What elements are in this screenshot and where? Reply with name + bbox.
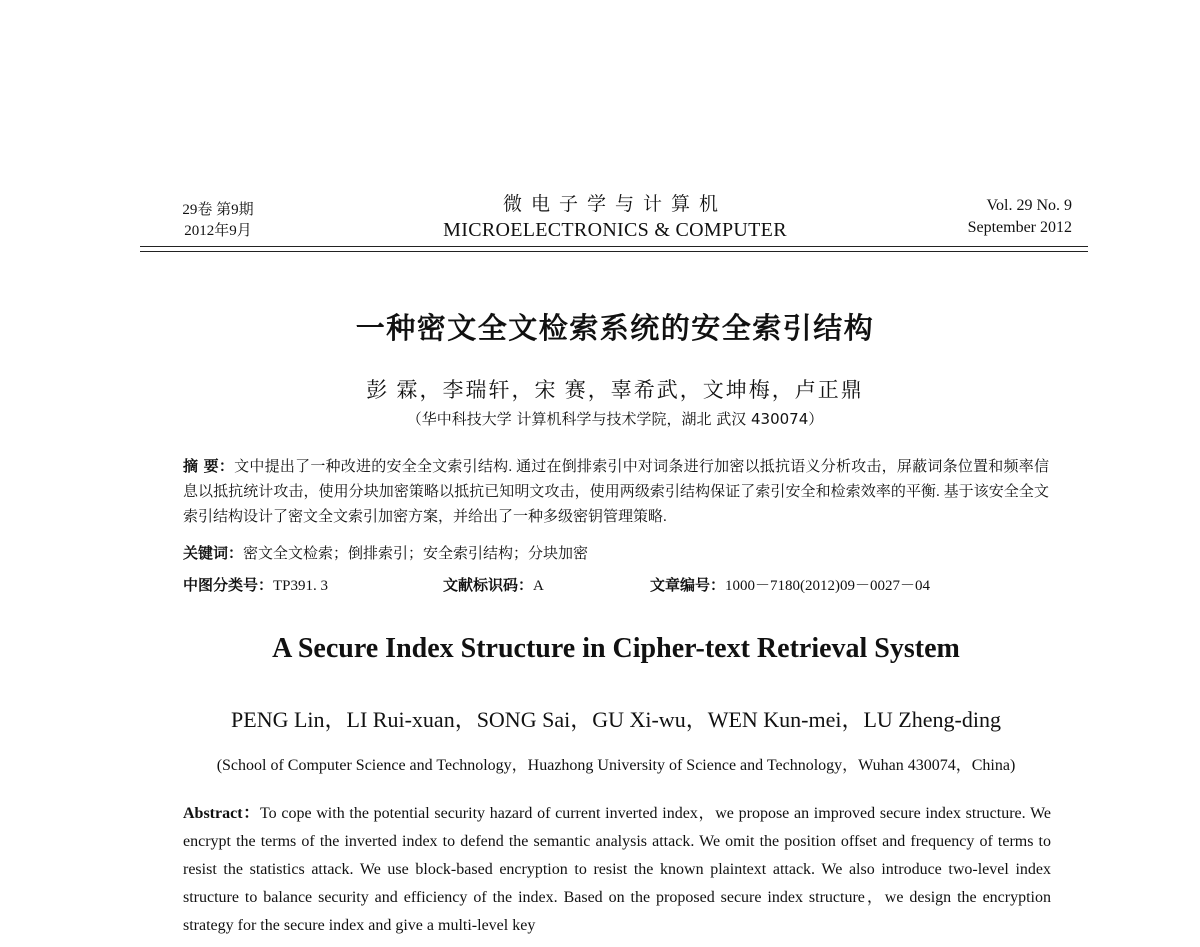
journal-name-en: MICROELECTRONICS & COMPUTER [443, 219, 787, 241]
volume-issue-en: Vol. 29 No. 9 [986, 197, 1072, 214]
issue-info-en [900, 195, 1072, 239]
abstract-label-en: Abstract： [183, 805, 260, 822]
volume-issue-cn: 29卷 第9期 [182, 202, 254, 218]
keywords-label-cn: 关键词： [183, 544, 244, 562]
article-number [650, 573, 930, 598]
authors-cn: 彭 霖，李瑞轩，宋 赛，辜希武，文坤梅，卢正鼎 [366, 378, 864, 402]
journal-name-cn: 微电子学与计算机 [502, 194, 727, 215]
authors-en: PENG Lin，LI Rui-xuan，SONG Sai，GU Xi-wu，WEN Kun-mei，LU Zheng-ding [231, 707, 1001, 732]
doc-code-label: 文献标识码： [443, 576, 534, 594]
issue-info-cn [158, 200, 278, 242]
abstract-cn [183, 454, 1049, 530]
paper-title-cn: 一种密文全文检索系统的安全索引结构 [355, 311, 875, 345]
keywords-text-cn: 密文全文检索；倒排索引；安全索引结构；分块加密 [243, 546, 589, 562]
affiliation-en: (School of Computer Science and Technology，Huazhong University of Science and Technology，Wuhan 430074，China) [216, 757, 1016, 774]
document-code [443, 573, 544, 598]
abstract-text-en: To cope with the potential security hazard of current inverted index，we propose an improved secure index structure. We encrypt the terms of the inverted index to defend the semantic analysis attack. We omit the position offset and frequency of terms to resist the statistics attack. We use block-based encryption to resist the known plaintext attack. We also introduce two-level index structure to balance security and efficiency of the index. Based on the proposed secure index structure，we design the encryption strategy for the secure index and give a multi-level key [183, 805, 1051, 934]
journal-name [400, 192, 830, 242]
article-no-value: 1000－7180(2012)09－0027－04 [725, 578, 931, 594]
abstract-label-cn: 摘 要： [183, 457, 235, 475]
affiliation-cn: （华中科技大学 计算机科学与技术学院，湖北 武汉 430074） [406, 410, 824, 428]
date-en: September 2012 [967, 219, 1072, 236]
header-rule-bottom [140, 251, 1088, 252]
paper-title-en: A Secure Index Structure in Cipher-text Retrieval System [272, 633, 960, 664]
abstract-text-cn: 文中提出了一种改进的安全全文索引结构. 通过在倒排索引中对词条进行加密以抵抗语义分析攻击，屏蔽词条位置和频率信息以抵抗统计攻击，使用分块加密策略以抵抗已知明文攻击，使用两级索引结构保证了索引安全和检索效率的平衡. 基于该安全全文索引结构设计了密文全文索引加密方案，并给出了一种多级密钥管理策略. [183, 459, 1049, 525]
clc-value: TP391. 3 [273, 578, 329, 594]
clc-label: 中图分类号： [183, 576, 274, 594]
date-cn: 2012年9月 [184, 223, 252, 239]
abstract-en [183, 800, 1051, 940]
clc-number [183, 573, 328, 598]
article-no-label: 文章编号： [650, 576, 726, 594]
keywords-cn [183, 541, 1049, 566]
doc-code-value: A [533, 578, 544, 594]
header-rule-top [140, 246, 1088, 247]
